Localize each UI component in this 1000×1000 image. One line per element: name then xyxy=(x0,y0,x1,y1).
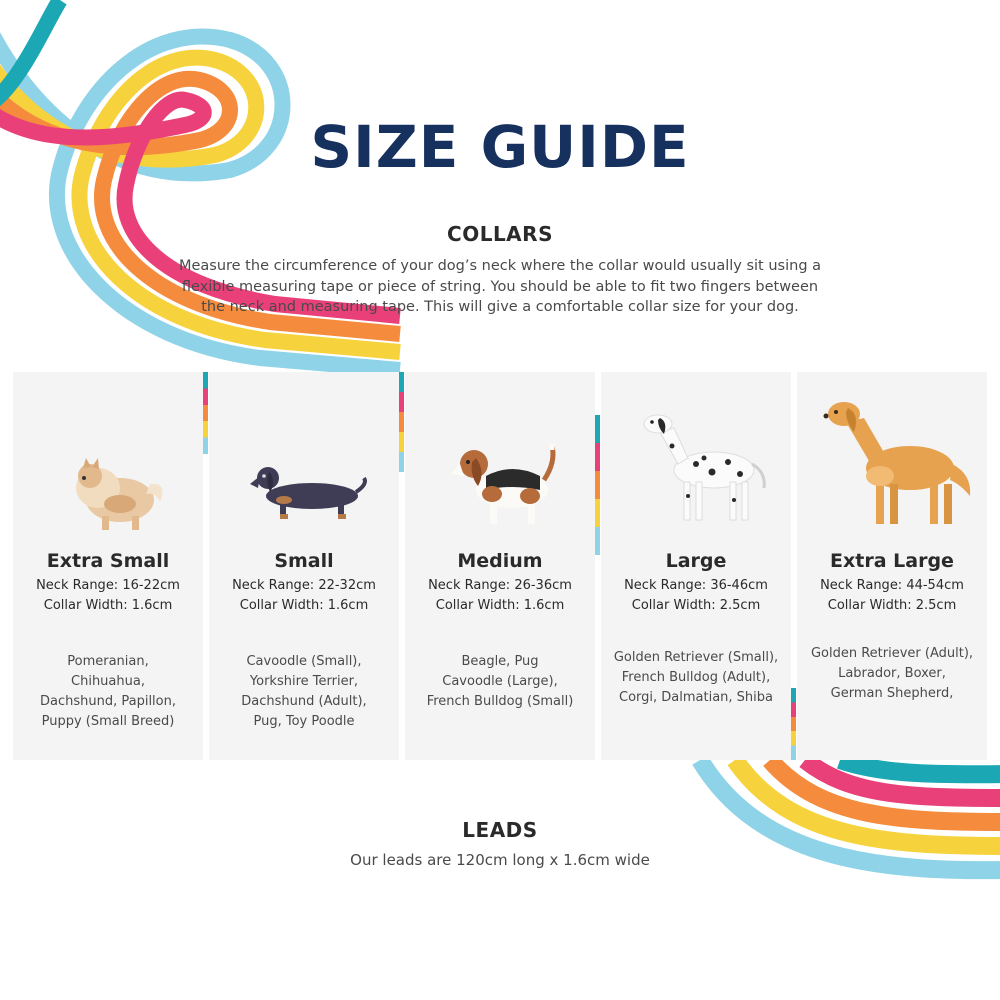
neck-range: Neck Range: 16-22cm xyxy=(36,578,180,593)
size-card-small xyxy=(209,372,399,760)
collar-width: Collar Width: 1.6cm xyxy=(435,598,565,613)
leads-heading: LEADS xyxy=(462,818,538,842)
collar-width: Collar Width: 2.5cm xyxy=(827,598,957,613)
breed-line: Dachshund (Adult), xyxy=(241,694,367,709)
breed-list xyxy=(13,652,203,732)
dalmatian-icon xyxy=(616,392,776,537)
size-card-medium xyxy=(405,372,595,760)
breed-line: Puppy (Small Breed) xyxy=(41,714,175,729)
leads-description: Our leads are 120cm long x 1.6cm wide xyxy=(350,851,650,869)
breed-list xyxy=(209,652,399,732)
size-name: Large xyxy=(665,550,727,572)
card-divider-stripe xyxy=(595,415,600,555)
collars-heading: COLLARS xyxy=(447,222,553,246)
neck-range: Neck Range: 26-36cm xyxy=(428,578,572,593)
breed-line: Golden Retriever (Adult), xyxy=(810,646,974,661)
size-name: Extra Large xyxy=(830,550,954,572)
breed-line: Pug, Toy Poodle xyxy=(253,714,355,729)
breed-line: Labrador, Boxer, xyxy=(838,666,946,681)
breed-line: Cavoodle (Large), xyxy=(442,674,558,689)
neck-range: Neck Range: 44-54cm xyxy=(820,578,964,593)
breed-list xyxy=(797,644,987,704)
collar-width: Collar Width: 1.6cm xyxy=(239,598,369,613)
neck-range: Neck Range: 36-46cm xyxy=(624,578,768,593)
size-card-large xyxy=(601,372,791,760)
page-title: SIZE GUIDE xyxy=(310,113,690,181)
dachshund-icon xyxy=(224,392,384,537)
size-card-extra-small xyxy=(13,372,203,760)
breed-line: Beagle, Pug xyxy=(461,654,539,669)
collars-intro-text: Measure the circumference of your dog’s neck where the collar would usually sit using a flexible measuring tape or piece of string. You should be able to fit two fingers between the neck and measuring tape. This will give a comfortable collar size for your dog. xyxy=(178,258,822,315)
pomeranian-icon xyxy=(28,392,188,537)
collar-width: Collar Width: 1.6cm xyxy=(43,598,173,613)
breed-line: French Bulldog (Small) xyxy=(426,694,574,709)
card-divider-stripe xyxy=(399,372,404,472)
breed-line: Golden Retriever (Small), xyxy=(613,650,779,665)
breed-line: German Shepherd, xyxy=(830,686,954,701)
breed-line: French Bulldog (Adult), xyxy=(621,670,771,685)
collar-width: Collar Width: 2.5cm xyxy=(631,598,761,613)
breed-line: Corgi, Dalmatian, Shiba xyxy=(619,690,773,705)
size-name: Medium xyxy=(457,550,543,572)
beagle-icon xyxy=(420,392,580,537)
size-name: Small xyxy=(274,550,334,572)
neck-range: Neck Range: 22-32cm xyxy=(232,578,376,593)
breed-list xyxy=(405,652,595,712)
breed-line: Dachshund, Papillon, xyxy=(39,694,176,709)
size-card-extra-large xyxy=(797,372,987,760)
breed-line: Cavoodle (Small), xyxy=(246,654,362,669)
card-divider-stripe xyxy=(203,372,208,454)
breed-line: Chihuahua, xyxy=(71,674,145,689)
breed-line: Pomeranian, xyxy=(67,654,149,669)
golden-retriever-icon xyxy=(812,392,972,537)
size-name: Extra Small xyxy=(46,550,170,572)
breed-line: Yorkshire Terrier, xyxy=(249,674,359,689)
card-divider-stripe xyxy=(791,688,796,760)
breed-list xyxy=(601,648,791,708)
